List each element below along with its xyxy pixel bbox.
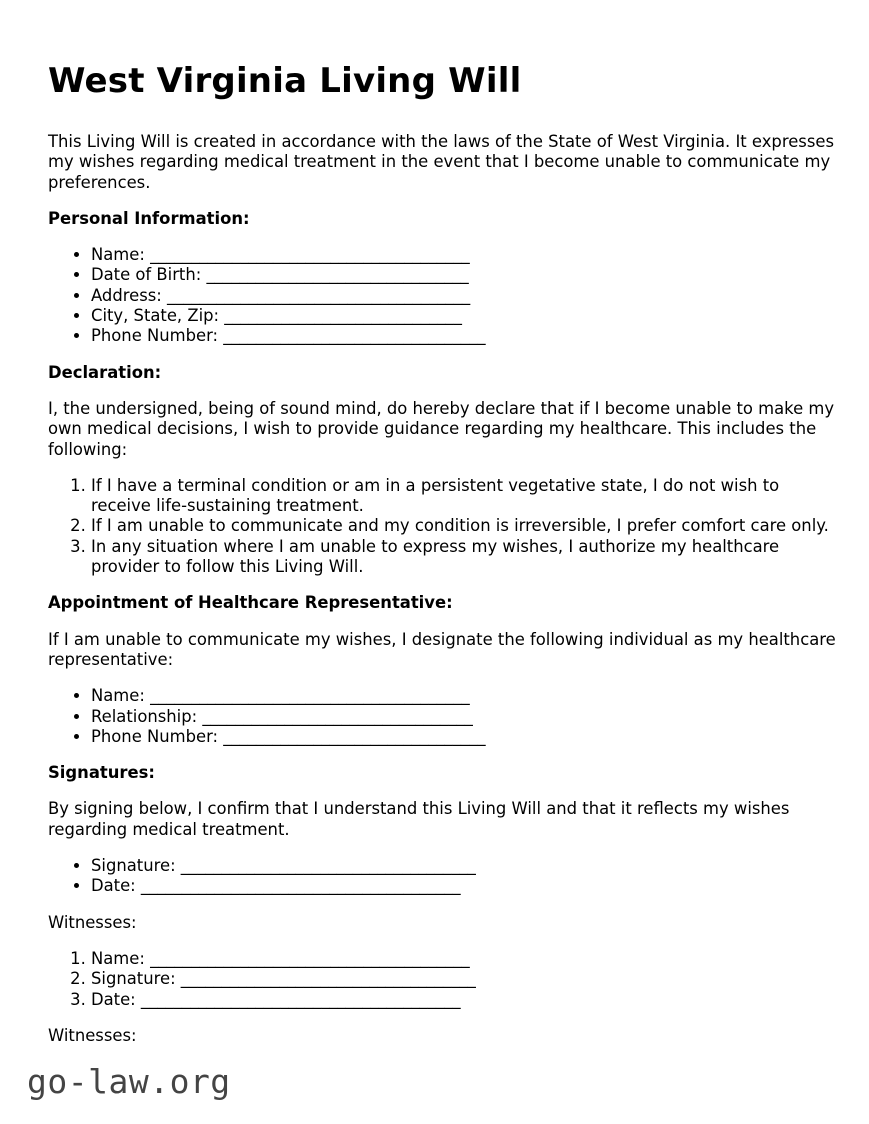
personal-phone-field: • Phone Number: ________________________________	[91, 326, 838, 346]
personal-information-heading: Personal Information:	[48, 208, 250, 228]
signatures-paragraph: By signing below, I confirm that I understand this Living Will and that it reflects my wishes regarding medical treatment.	[48, 799, 790, 839]
representative-name-field: • Name: _______________________________________	[91, 686, 838, 706]
representative-heading: Appointment of Healthcare Representative:	[48, 593, 453, 613]
witnesses-label: Witnesses:	[48, 912, 137, 932]
intro-paragraph: This Living Will is created in accordance with the laws of the State of West Virginia. It expresses my wishes regarding medical treatment in the event that I become unable to communicate my preferences.	[48, 132, 834, 192]
declaration-list	[48, 476, 838, 577]
personal-dob-field: • Date of Birth: ________________________________	[91, 265, 838, 285]
signature-field: • Signature: ____________________________________	[91, 856, 838, 876]
declaration-item: 2. If I am unable to communicate and my condition is irreversible, I prefer comfort care only.	[91, 516, 838, 536]
site-watermark: go-law.org	[27, 1062, 231, 1101]
signatures-heading: Signatures:	[48, 763, 155, 783]
signatures-list	[48, 856, 838, 897]
document-title: West Virginia Living Will	[48, 61, 522, 101]
witnesses-label-repeat: Witnesses:	[48, 1025, 137, 1045]
witness-signature-field: 2. Signature: ____________________________________	[91, 969, 838, 989]
representative-list	[48, 686, 838, 747]
personal-name-field: • Name: _______________________________________	[91, 245, 838, 265]
declaration-item: 3. In any situation where I am unable to express my wishes, I authorize my healthcare provider to follow this Living Will.	[91, 537, 838, 578]
representative-paragraph: If I am unable to communicate my wishes, I designate the following individual as my healthcare representative:	[48, 629, 836, 669]
document-page	[48, 57, 838, 1062]
witness-name-field: 1. Name: _______________________________________	[91, 949, 838, 969]
signature-date-field: • Date: _______________________________________	[91, 876, 838, 896]
personal-city-state-zip-field: • City, State, Zip: _____________________________	[91, 306, 838, 326]
witness-date-field: 3. Date: _______________________________________	[91, 990, 838, 1010]
declaration-item: 1. If I have a terminal condition or am in a persistent vegetative state, I do not wish to receive life-sustaining treatment.	[91, 476, 838, 517]
representative-relationship-field: • Relationship: _________________________________	[91, 707, 838, 727]
declaration-heading: Declaration:	[48, 362, 162, 382]
personal-address-field: • Address: _____________________________________	[91, 286, 838, 306]
personal-information-list	[48, 245, 838, 346]
declaration-paragraph: I, the undersigned, being of sound mind, do hereby declare that if I become unable to make my own medical decisions, I wish to provide guidance regarding my healthcare. This includes the following:	[48, 398, 835, 459]
representative-phone-field: • Phone Number: ________________________________	[91, 727, 838, 747]
witnesses-list	[48, 949, 838, 1010]
